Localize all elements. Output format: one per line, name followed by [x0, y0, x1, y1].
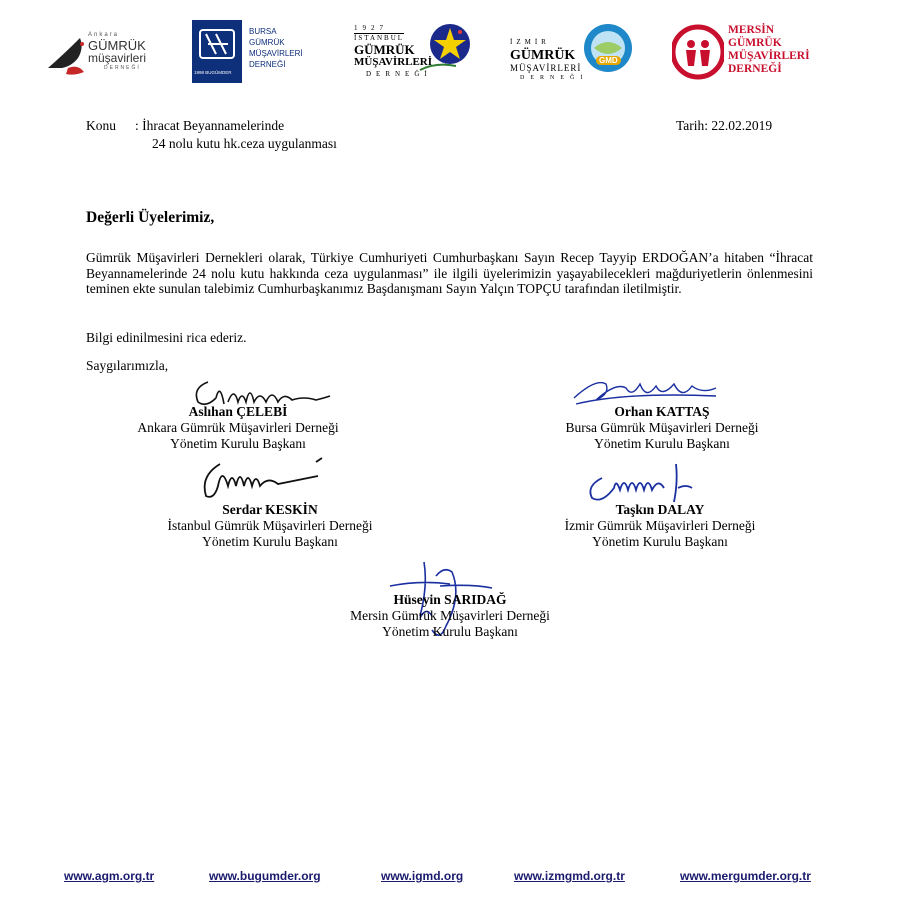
istanbul-logo: [350, 22, 475, 90]
ankara-logo-line2: GÜMRÜK: [88, 38, 146, 53]
closing: Saygılarımızla,: [86, 358, 169, 373]
mersin-emblem: [672, 22, 724, 82]
signatory-name: Hüseyin SARIDAĞ: [393, 592, 507, 607]
izmir-logo-city: İZMİR: [510, 38, 550, 46]
ankara-logo-city: Ankara: [88, 32, 120, 38]
greeting: Değerli Üyelerimiz,: [86, 209, 215, 226]
signatory-title: Yönetim Kurulu Başkanı: [592, 534, 728, 549]
signatory-title: Yönetim Kurulu Başkanı: [594, 436, 730, 451]
subject-line2: 24 nolu kutu hk.ceza uygulanması: [152, 136, 337, 151]
signatory-name: Orhan KATTAŞ: [614, 404, 710, 419]
signatory-bursa: [520, 404, 804, 452]
signature-keskin: [198, 456, 328, 502]
footer-link-igmd[interactable]: www.igmd.org: [381, 869, 464, 883]
bursa-logo-line4: DERNEĞİ: [249, 60, 286, 69]
footer-link-agm[interactable]: www.agm.org.tr: [64, 869, 155, 883]
footer-link-izmgmd[interactable]: www.izmgmd.org.tr: [514, 869, 625, 883]
footer-link-mergumder[interactable]: www.mergumder.org.tr: [680, 869, 811, 883]
mersin-logo-line3: MÜŞAVİRLERİ: [728, 50, 810, 62]
ankara-logo-line3: müşavirleri: [88, 51, 147, 65]
letter-date: Tarih: 22.02.2019: [676, 118, 773, 133]
izmir-logo-line3: MÜŞAVİRLERİ: [510, 63, 582, 73]
signatory-ankara: [96, 404, 380, 452]
bursa-logo-line1: BURSA: [249, 27, 277, 36]
izmir-logo-line4: DERNEĞİ: [520, 75, 589, 81]
ankara-logo: [44, 24, 174, 92]
bursa-logo-line2: GÜMRÜK: [249, 38, 285, 47]
footer-link-bugumder[interactable]: www.bugumder.org: [209, 869, 321, 883]
signatory-name: Serdar KESKİN: [222, 502, 318, 517]
istanbul-logo-line3: MÜŞAVİRLERİ: [354, 56, 433, 68]
bursa-logo-founded: 1998 BUGÜMDER: [194, 70, 232, 75]
signatory-title: Yönetim Kurulu Başkanı: [170, 436, 306, 451]
signature-dalay: [584, 458, 704, 506]
izmir-globe-emblem: [582, 22, 634, 74]
signatory-title: Yönetim Kurulu Başkanı: [382, 624, 518, 639]
izmir-logo-badge: GMD: [596, 56, 621, 65]
signatory-mersin: [300, 592, 600, 640]
istanbul-logo-year: 1927: [354, 24, 388, 32]
mersin-logo-text: [728, 24, 810, 76]
izmir-logo-line2: GÜMRÜK: [510, 48, 576, 63]
bursa-logo: [192, 20, 312, 88]
signatory-org: Bursa Gümrük Müşavirleri Derneği: [565, 420, 759, 435]
signatory-org: Ankara Gümrük Müşavirleri Derneği: [137, 420, 339, 435]
izmir-logo: [510, 22, 635, 90]
signatory-org: İzmir Gümrük Müşavirleri Derneği: [564, 518, 756, 533]
mersin-logo-line1: MERSİN: [728, 24, 775, 36]
istanbul-logo-city: İSTANBUL: [354, 34, 405, 42]
body-paragraph-2: Bilgi edinilmesini rica ederiz.: [86, 330, 247, 345]
mersin-logo-line2: GÜMRÜK: [728, 37, 782, 49]
subject-line1: : İhracat Beyannamelerinde: [135, 118, 285, 133]
body-paragraph-1: Gümrük Müşavirleri Dernekleri olarak, Türkiye Cumhuriyeti Cumhurbaşkanı Sayın Recep Tayyip ERDOĞAN’a hitaben “İhracat Beyannamelerinde 24 nolu kutu hakkında ceza uygulanması” ile ilgili üyelerimizin yaşayabilecekleri mağduriyetlerin önlenmesini teminen ekte sunulan talebimiz Cumhurbaşkanımız Başdanışmanı Sayın Yalçın TOPÇU tarafından iletilmiştir.: [86, 250, 813, 296]
signatory-title: Yönetim Kurulu Başkanı: [202, 534, 338, 549]
signatory-org: İstanbul Gümrük Müşavirleri Derneği: [167, 518, 373, 533]
signatory-istanbul: [118, 502, 422, 550]
istanbul-logo-line4: DERNEĞİ: [366, 70, 432, 78]
subject-label: Konu: [86, 118, 116, 133]
signatory-name: Aslıhan ÇELEBİ: [188, 404, 288, 419]
mersin-logo-line4: DERNEĞİ: [728, 63, 782, 75]
signatory-name: Taşkın DALAY: [615, 502, 705, 517]
signatory-izmir: [518, 502, 802, 550]
signatory-org: Mersin Gümrük Müşavirleri Derneği: [350, 608, 550, 623]
mersin-logo: [672, 20, 812, 88]
bursa-logo-line3: MÜŞAVİRLERİ: [249, 49, 303, 58]
ankara-logo-line4: DERNEĞİ: [104, 65, 141, 71]
signature-kattas: [566, 374, 726, 408]
bursa-logo-text: [249, 26, 303, 70]
bursa-logo-emblem: [192, 20, 242, 83]
istanbul-star-emblem: [416, 22, 472, 72]
istanbul-logo-line2: GÜMRÜK: [354, 42, 415, 57]
